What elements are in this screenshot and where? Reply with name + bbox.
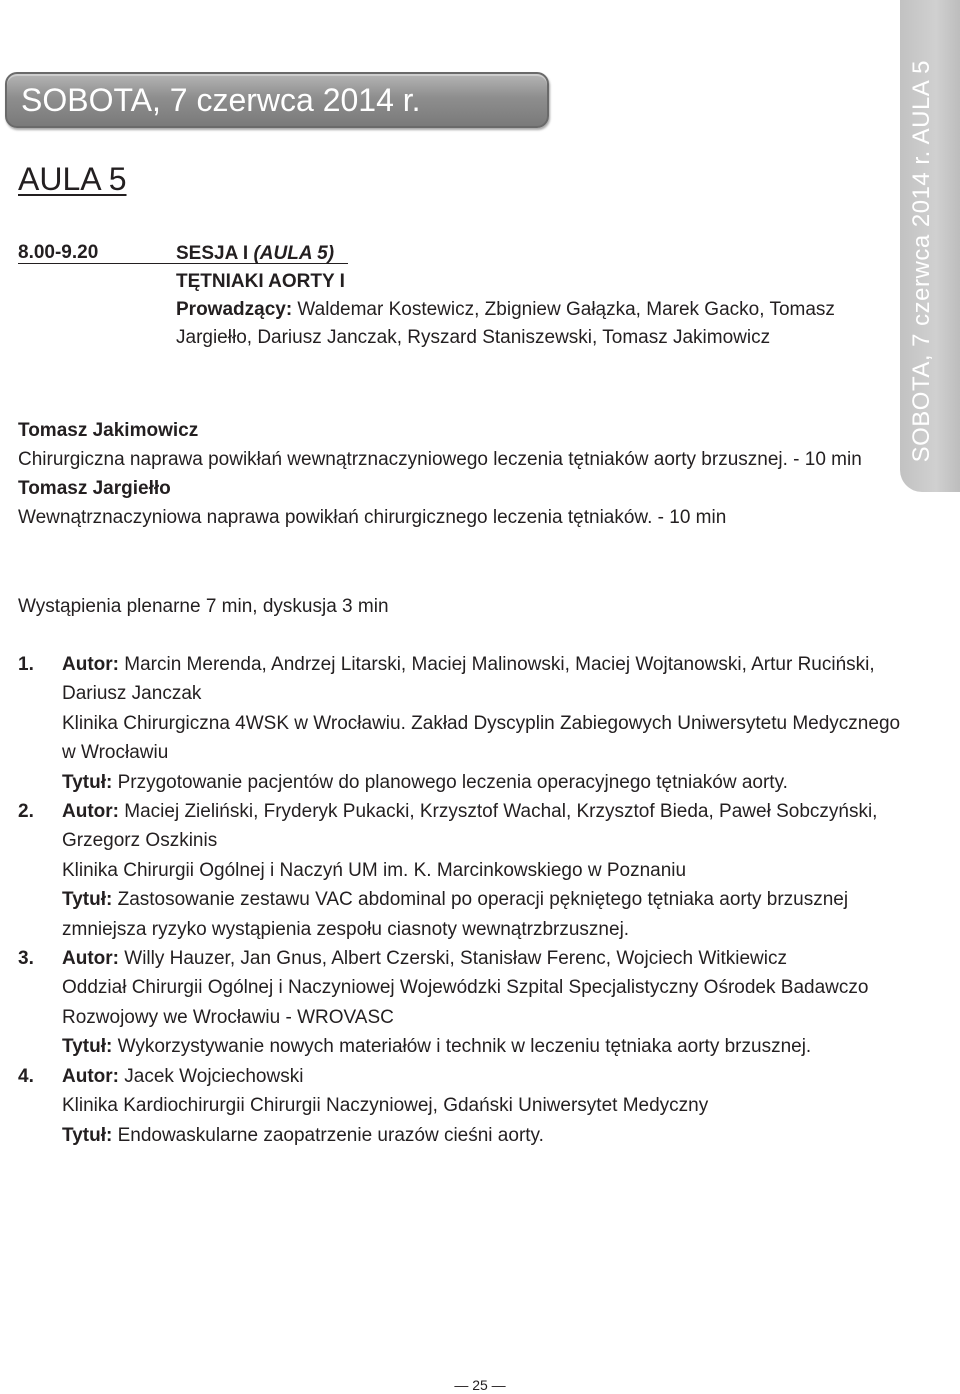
invited-speaker: Tomasz Jakimowicz [18,420,199,441]
author-label: Autor: [62,948,119,970]
day-banner [5,72,549,128]
title-label: Tytuł: [62,1036,113,1058]
author-names: Marcin Merenda, Andrzej Litarski, Maciej Malinowski, Maciej Wojtanowski, Artur Ruciński, Dariusz Janczak [62,654,875,705]
item-number: 3. [18,948,34,970]
invited-speaker: Tomasz Jargiełło [18,478,171,499]
author-label: Autor: [62,1065,119,1087]
title-label: Tytuł: [62,1124,113,1146]
item-affiliation: Klinika Kardiochirurgii Chirurgii Naczyniowej, Gdański Uniwersytet Medyczny [62,1095,709,1117]
side-tab-text: SOBOTA, 7 czerwca 2014 r. AULA 5 [908,59,935,462]
presentation-item [18,944,918,1062]
title-text: Wykorzystywanie nowych materiałów i technik w leczeniu tętniaka aorty brzusznej. [112,1036,812,1058]
session-title-text: SESJA I [176,243,254,264]
title-text: Przygotowanie pacjentów do planowego leczenia operacyjnego tętniaków aorty. [112,771,788,793]
item-number: 2. [18,801,34,823]
author-names: Willy Hauzer, Jan Gnus, Albert Czerski, Stanisław Ferenc, Wojciech Witkiewicz [118,948,787,970]
item-title [62,1032,918,1061]
item-affiliation: Klinika Chirurgiczna 4WSK w Wrocławiu. Zakład Dyscyplin Zabiegowych Uniwersytetu Medycznego w Wrocławiu [62,712,901,764]
page-number: — 25 — [454,1377,506,1393]
invited-talk: Chirurgiczna naprawa powikłań wewnątrznaczyniowego leczenia tętniaków aorty brzusznej. - 10 min [18,449,862,470]
room-heading: AULA 5 [18,161,127,197]
author-names: Maciej Zieliński, Fryderyk Pukacki, Krzysztof Wachal, Krzysztof Bieda, Paweł Sobczyński, Grzegorz Oszkinis [62,801,878,852]
session-time: 8.00-9.20 [18,242,99,263]
item-number: 1. [18,654,34,675]
session-block [176,240,896,352]
chairs-names: Waldemar Kostewicz, Zbigniew Gałązka, Marek Gacko, Tomasz Jargiełło, Dariusz Janczak, Ryszard Staniszewski, Tomasz Jakimowicz [176,299,835,348]
item-authors [62,1062,918,1091]
item-title [62,1121,918,1150]
session-chairs [176,296,896,352]
item-affiliation: Oddział Chirurgii Ogólnej i Naczyniowej Wojewódzki Szpital Specjalistyczny Ośrodek Badawczo Rozwojowy we Wrocławiu - WROVASC [62,977,869,1028]
item-authors [62,797,918,856]
title-label: Tytuł: [62,889,113,911]
author-label: Autor: [62,654,119,675]
session-title [176,240,896,268]
session-subtitle: TĘTNIAKI AORTY I [176,271,345,292]
item-title [62,885,918,944]
invited-talk: Wewnątrznaczyniowa naprawa powikłań chirurgicznego leczenia tętniaków. - 10 min [18,507,727,528]
presentation-item [18,1062,918,1150]
presentation-list [18,650,918,1150]
item-authors [62,944,918,973]
session-title-room: (AULA 5) [253,243,335,264]
item-number: 4. [18,1065,34,1087]
day-banner-title: SOBOTA, 7 czerwca 2014 r. [21,82,421,118]
author-names: Jacek Wojciechowski [118,1065,304,1087]
side-tab [900,0,960,492]
presentation-item [18,797,918,944]
item-title [62,768,918,797]
item-authors [62,650,918,709]
invited-talks [18,416,898,532]
title-text: Endowaskularne zaopatrzenie urazów cieśni aorty. [112,1124,544,1146]
title-label: Tytuł: [62,771,113,793]
presentation-item [18,650,918,797]
item-affiliation: Klinika Chirurgii Ogólnej i Naczyń UM im. K. Marcinkowskiego w Poznaniu [62,859,687,881]
chairs-label: Prowadzący: [176,299,293,320]
author-label: Autor: [62,801,119,823]
title-text: Zastosowanie zestawu VAC abdominal po operacji pękniętego tętniaka aorty brzusznej zmniejsza ryzyko wystąpienia zespołu ciasnoty wewnątrzbrzusznej. [62,889,849,940]
plenary-note: Wystąpienia plenarne 7 min, dyskusja 3 min [18,596,389,617]
